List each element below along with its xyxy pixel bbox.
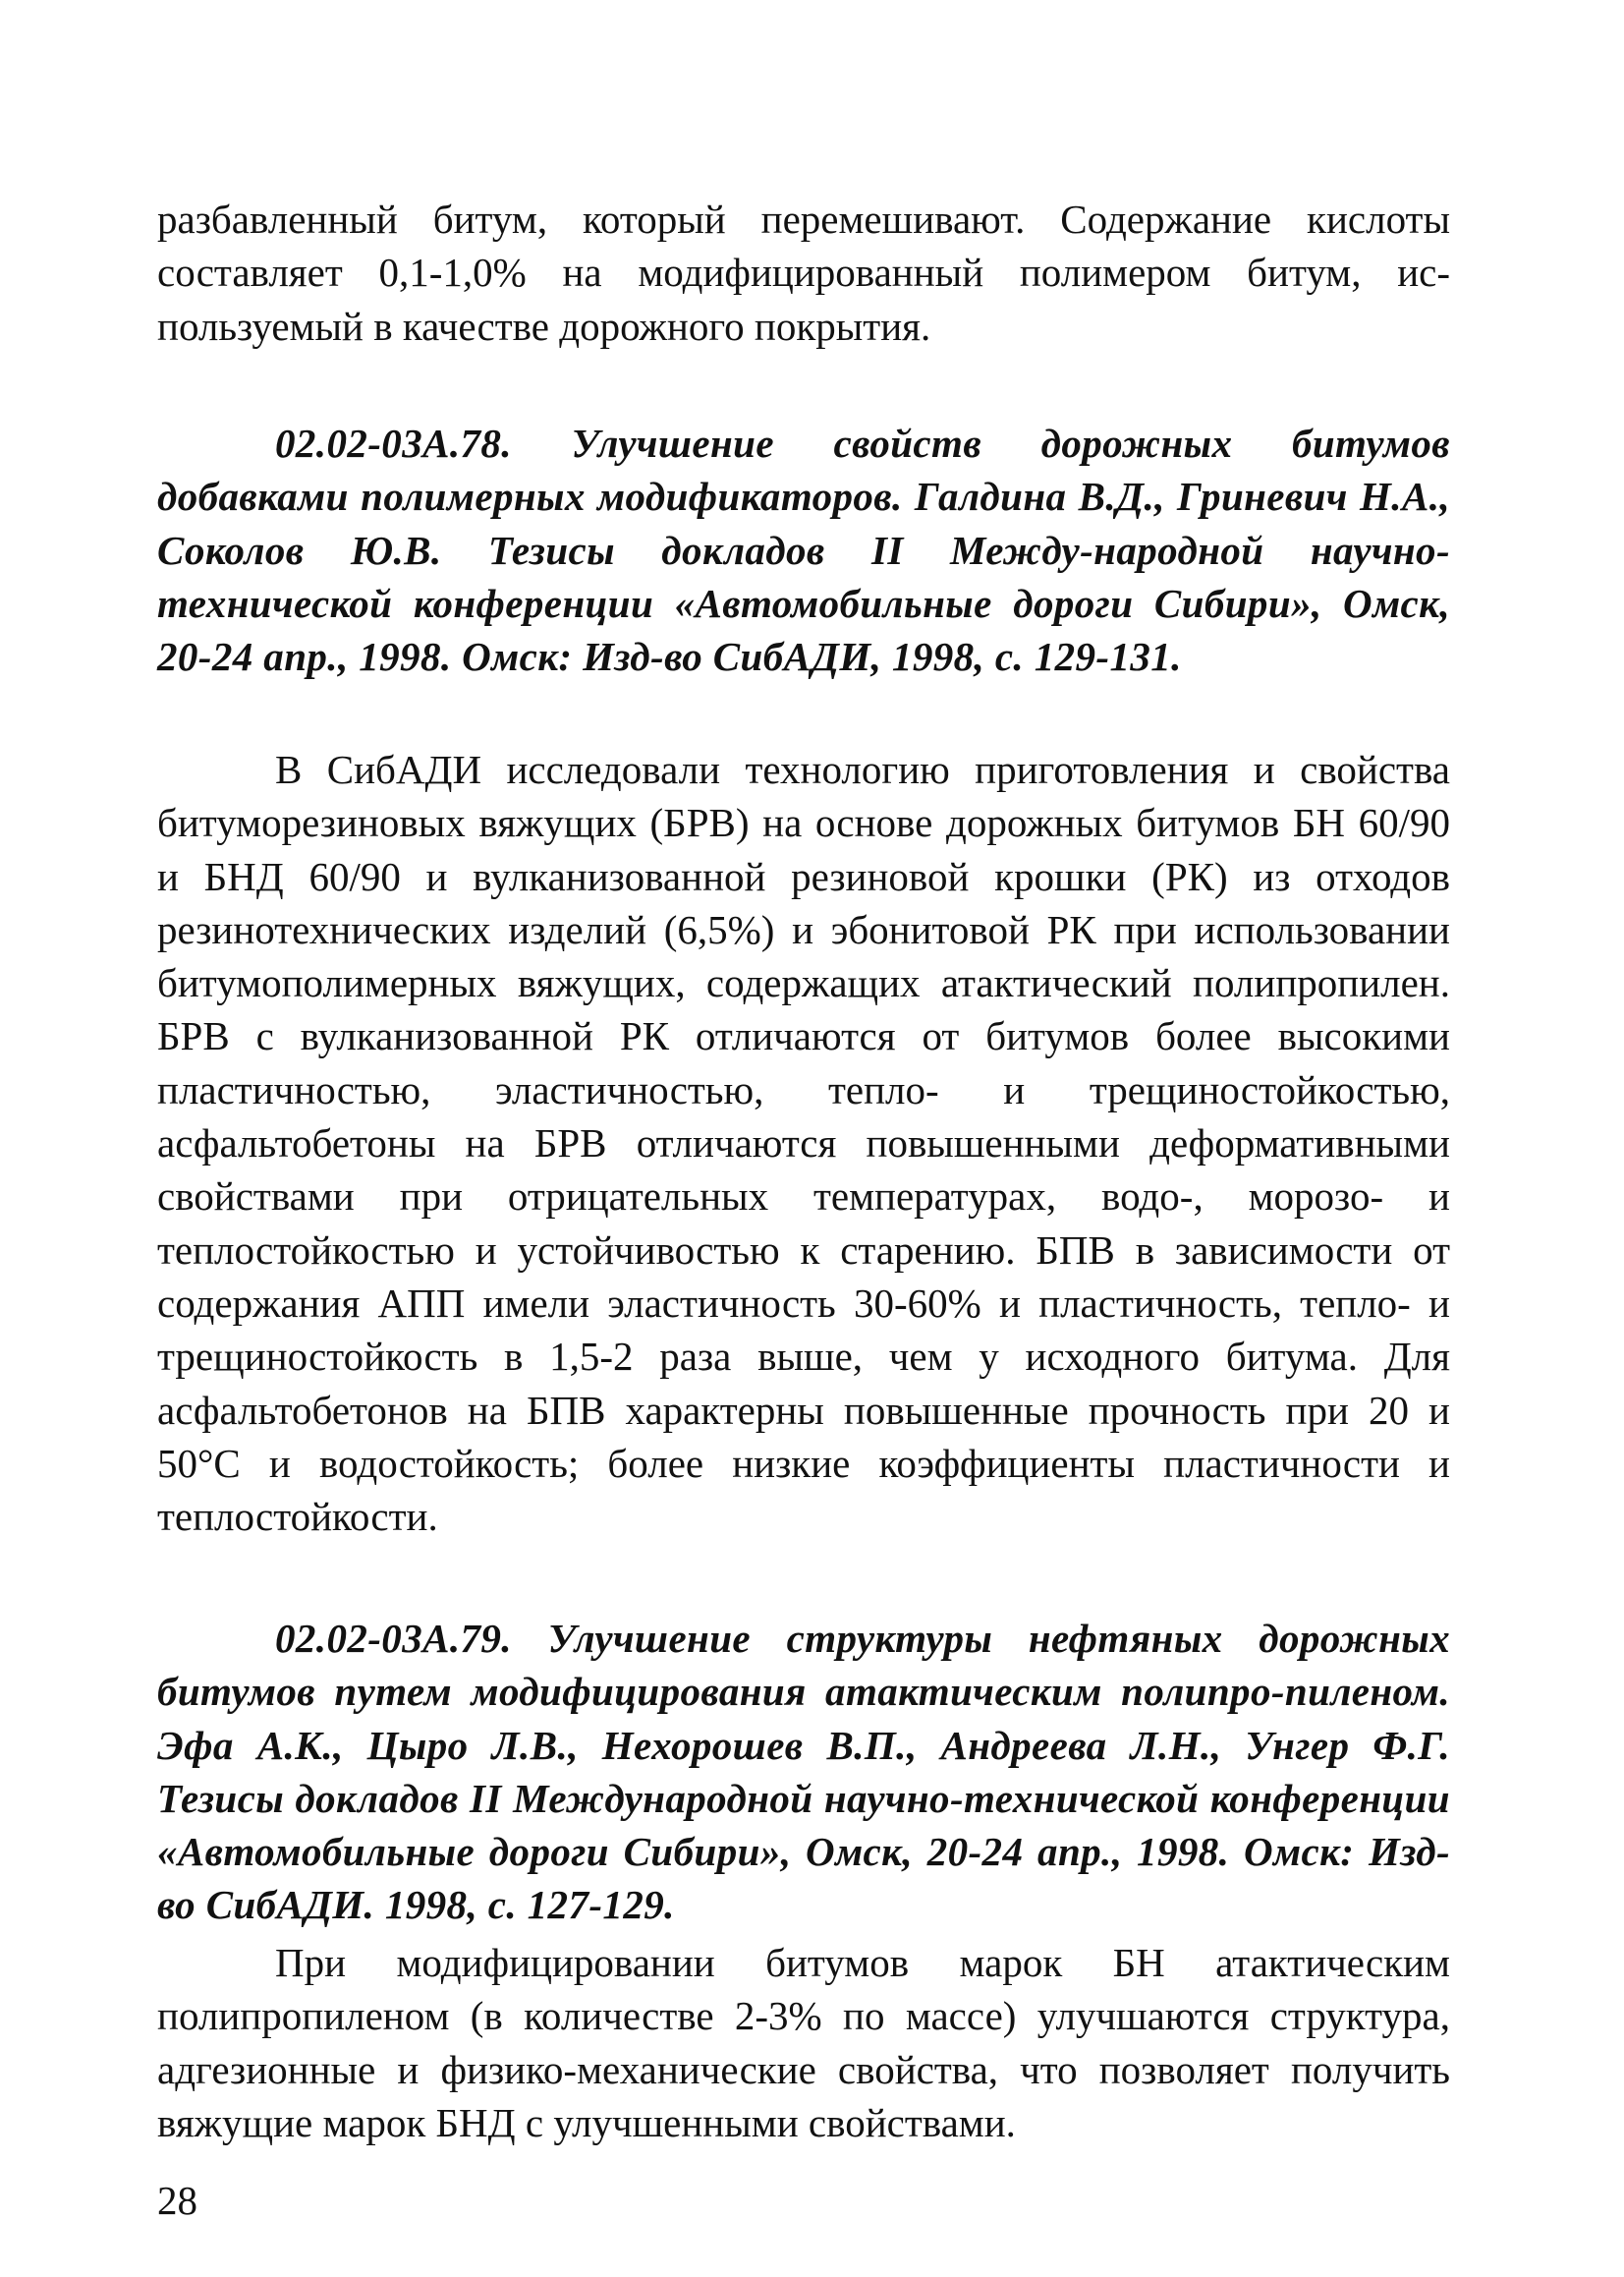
entry-78-heading: 02.02-03А.78. Улучшение свойств дорожных битумов добавками полимерных модификаторов. Галдина В.Д., Гриневич Н.А., Соколов Ю.В. Тезисы докладов II Между-народной научно-технической конференции «Автомобильные дороги Сибири», Омск, 20-24 апр., 1998. Омск: Изд-во СибАДИ, 1998, с. 129-131.: [157, 421, 1450, 680]
page-number: 28: [157, 2178, 197, 2223]
entry-78-abstract: В СибАДИ исследовали технологию приготовления и свойства битуморезиновых вяжущих (БРВ) на основе дорожных битумов БН 60/90 и БНД 60/90 и вулканизованной резиновой крошки (РК) из отходов резинотехнических изделий (6,5%) и эбонитовой РК при использовании битумополимерных вяжущих, содержащих атактический полипропилен. БРВ с вулканизованной РК отличаются от битумов более высокими пластичностью, эластичностью, тепло- и трещиностойкостью, асфальтобетоны на БРВ отличаются повышенными деформативными свойствами при отрицательных температурах, водо-, морозо- и теплостойкостью и устойчивостью к старению. БПВ в зависимости от содержания АПП имели эластичность 30-60% и пластичность, тепло- и трещиностойкость в 1,5-2 раза выше, чем у исходного битума. Для асфальтобетонов на БПВ характерны повышенные прочность при 20 и 50°С и водостойкость; более низкие коэффициенты пластичности и теплостойкости.: [157, 747, 1450, 1540]
entry-79-abstract: При модифицировании битумов марок БН атактическим полипропиленом (в количестве 2-3% по массе) улучшаются структура, адгезионные и физико-механические свойства, что позволяет получить вяжущие марок БНД с улучшенными свойствами.: [157, 1940, 1450, 2145]
intro-paragraph: разбавленный битум, который перемешивают. Содержание кислоты составляет 0,1-1,0% на модифицированный полимером битум, ис-пользуемый в качестве дорожного покрытия.: [157, 197, 1450, 349]
entry-79-heading: 02.02-03А.79. Улучшение структуры нефтяных дорожных битумов путем модифицирования атактическим полипро-пиленом. Эфа А.К., Цыро Л.В., Нехорошев В.П., Андреева Л.Н., Унгер Ф.Г. Тезисы докладов II Международной научно-технической конференции «Автомобильные дороги Сибири», Омск, 20-24 апр., 1998. Омск: Изд-во СибАДИ. 1998, с. 127-129.: [157, 1616, 1450, 1928]
